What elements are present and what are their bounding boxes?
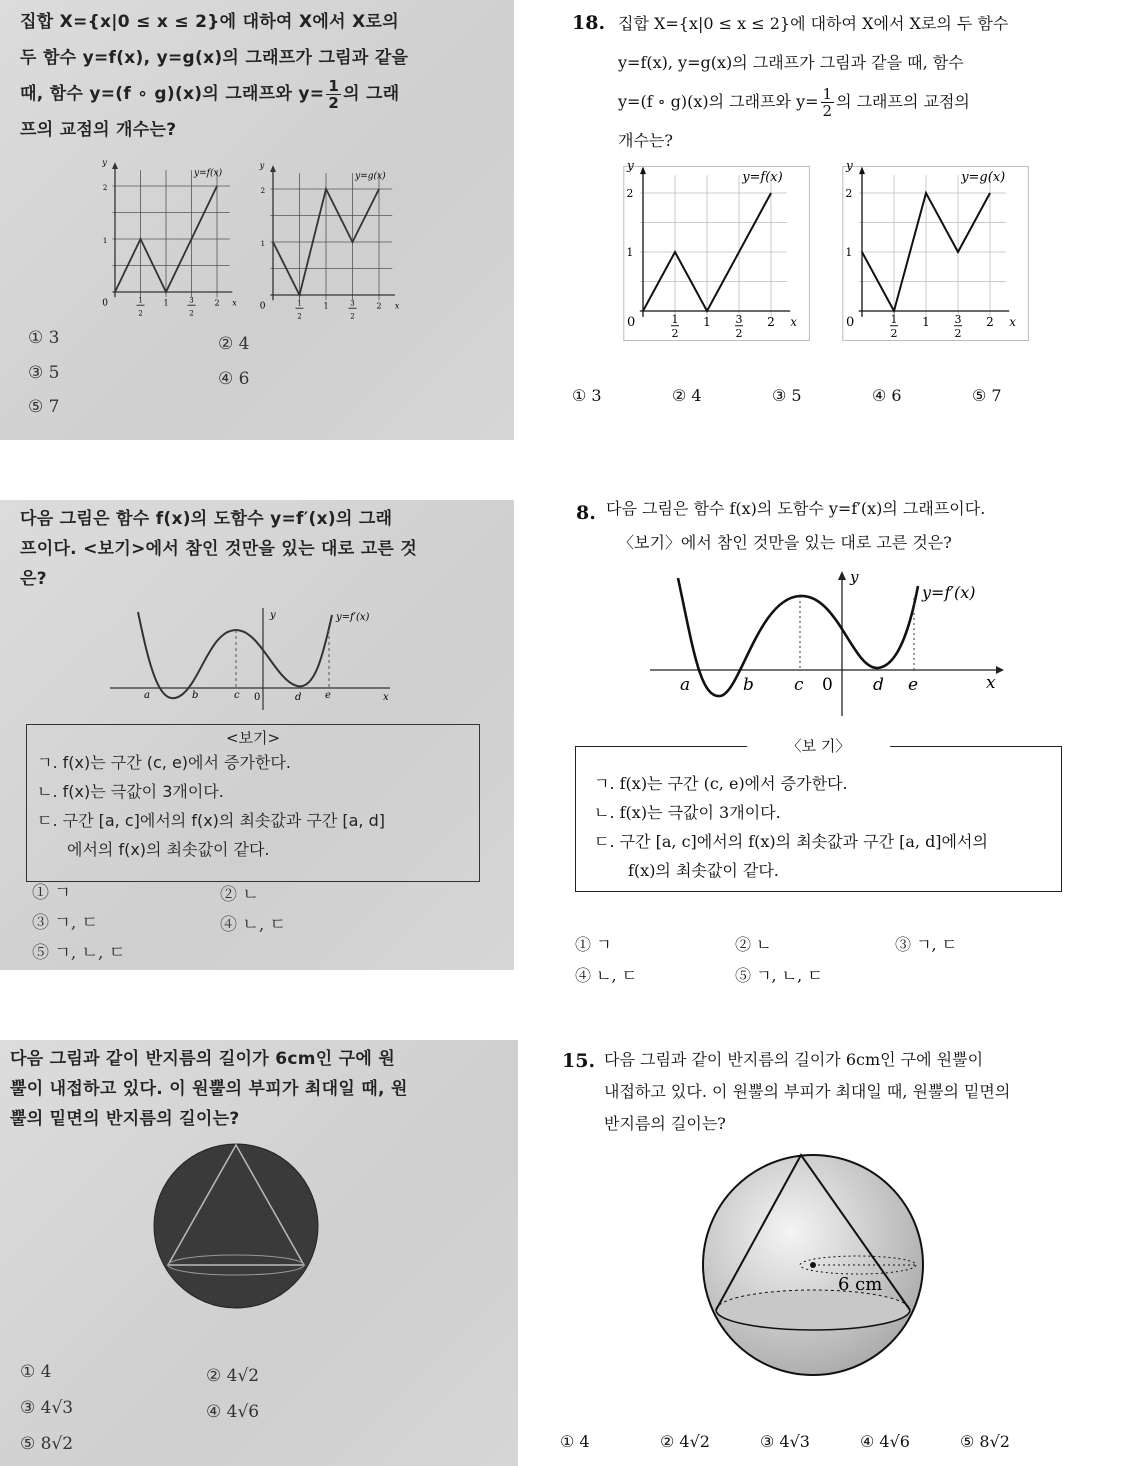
- x-axis-label: x: [394, 301, 400, 311]
- text-line: 개수는?: [618, 131, 673, 150]
- text-part: 의 그래프의 교점의: [836, 92, 970, 111]
- x-tick-denominator: 2: [890, 326, 898, 340]
- x-tick-numerator: 1: [890, 312, 898, 326]
- bogi-title: 〈보 기〉: [747, 735, 891, 756]
- y-tick-2: 2: [260, 187, 266, 195]
- label-y: y: [850, 568, 859, 586]
- choice-4[interactable]: ④ 4√6: [860, 1432, 910, 1451]
- problem-15: [560, 1040, 1100, 1466]
- text-line: 두 함수 y=f(x), y=g(x)의 그래프가 그림과 같을: [20, 48, 409, 68]
- text-line: 집합 X={x|0 ≤ x ≤ 2}에 대하여 X에서 X로의 두 함수: [618, 14, 1009, 33]
- choice-4[interactable]: ④ ㄴ, ㄷ: [220, 915, 287, 935]
- y-arrow-icon: [270, 165, 276, 172]
- sphere-cone-photo: [150, 1140, 322, 1312]
- numerator: 1: [328, 76, 340, 95]
- x-tick-numerator: 3: [189, 296, 194, 305]
- choice-2[interactable]: ② 4√2: [206, 1366, 260, 1386]
- label-x: x: [383, 692, 389, 703]
- choice-1[interactable]: ① 4: [20, 1362, 52, 1382]
- x-tick-denominator: 2: [735, 326, 743, 340]
- problem-text: [606, 492, 985, 560]
- label-e: e: [908, 675, 919, 695]
- function-label: y=f(x): [194, 168, 223, 179]
- y-tick-1: 1: [626, 246, 634, 259]
- choice-1[interactable]: ① ㄱ: [32, 883, 71, 903]
- x-axis-label: x: [1009, 314, 1016, 329]
- bogi-box: [575, 737, 1062, 892]
- label-c: c: [794, 675, 804, 695]
- label-x: x: [986, 673, 996, 693]
- derivative-graph-photo: [100, 600, 400, 715]
- choice-2[interactable]: ② 4: [672, 386, 702, 405]
- x-tick-denominator: 2: [138, 309, 143, 318]
- sphere-cone-diagram: [698, 1150, 928, 1380]
- choice-3[interactable]: ③ 4√3: [20, 1398, 74, 1418]
- y-tick-2: 2: [845, 187, 853, 200]
- choice-5[interactable]: ⑤ 8√2: [20, 1434, 74, 1454]
- graph-frame: [843, 166, 1029, 340]
- label-d: d: [873, 675, 884, 695]
- label-origin: 0: [254, 692, 261, 703]
- problem-text: [0, 1040, 518, 1134]
- choice-2[interactable]: ② 4√2: [660, 1432, 710, 1451]
- choice-2[interactable]: ② ㄴ: [220, 885, 259, 905]
- choice-5[interactable]: ⑤ 7: [28, 397, 60, 417]
- x-tick-denominator: 2: [954, 326, 962, 340]
- x-tick-numerator: 3: [735, 312, 743, 326]
- choice-3[interactable]: ③ 4√3: [760, 1432, 810, 1451]
- text-line: 프이다. <보기>에서 참인 것만을 있는 대로 고른 것: [20, 539, 418, 559]
- x-tick-denominator: 2: [671, 326, 679, 340]
- bogi-item: ㄴ. f(x)는 극값이 3개이다.: [37, 782, 224, 801]
- bogi-item: 에서의 f(x)의 최솟값이 같다.: [67, 840, 270, 859]
- choice-5[interactable]: ⑤ 8√2: [960, 1432, 1010, 1451]
- x-arrow-icon: [996, 666, 1004, 674]
- choice-4[interactable]: ④ 4√6: [206, 1402, 260, 1422]
- denominator: 2: [822, 102, 833, 120]
- center-point: [810, 1262, 816, 1268]
- choice-3[interactable]: ③ 5: [772, 386, 802, 405]
- origin-label: 0: [846, 314, 855, 330]
- choice-4[interactable]: ④ 6: [218, 369, 250, 389]
- x-axis-label: x: [232, 298, 237, 308]
- y-tick-1: 1: [102, 237, 108, 245]
- y-tick-1: 1: [260, 240, 266, 248]
- function-label: y=f(x): [742, 170, 783, 186]
- bogi-item: ㄱ. f(x)는 구간 (c, e)에서 증가한다.: [594, 774, 848, 793]
- problem-number: 18.: [572, 12, 606, 34]
- y-axis-label: y: [846, 158, 853, 173]
- choice-5[interactable]: ⑤ ㄱ, ㄴ, ㄷ: [32, 943, 126, 963]
- function-label: y=g(x): [961, 170, 1006, 186]
- x-tick-denominator: 2: [189, 309, 194, 318]
- x-tick-numerator: 3: [350, 299, 355, 308]
- choice-3[interactable]: ③ ㄱ, ㄷ: [895, 935, 958, 954]
- x-tick-numerator: 1: [671, 312, 679, 326]
- choice-5[interactable]: ⑤ ㄱ, ㄴ, ㄷ: [735, 966, 823, 985]
- bogi-box: [26, 724, 480, 882]
- origin-label: 0: [627, 314, 636, 330]
- choice-1[interactable]: ① 3: [572, 386, 602, 405]
- x-tick-2: 2: [376, 301, 382, 311]
- y-tick-1: 1: [845, 246, 853, 259]
- numerator: 1: [822, 85, 833, 103]
- label-y: y: [270, 610, 276, 621]
- graph-g: [560, 0, 1100, 440]
- choice-5[interactable]: ⑤ 7: [972, 386, 1002, 405]
- bogi-title: <보기>: [225, 729, 281, 747]
- origin-label: 0: [102, 298, 108, 309]
- x-axis-label: x: [790, 314, 797, 329]
- y-axis-label: y: [259, 160, 265, 170]
- text-part: 의 그래: [343, 84, 400, 104]
- x-tick-numerator: 3: [954, 312, 962, 326]
- text-line: 다음 그림은 함수 f(x)의 도함수 y=f′(x)의 그래프이다.: [606, 499, 986, 518]
- label-a: a: [680, 675, 691, 695]
- choice-2[interactable]: ② 4: [218, 334, 250, 354]
- text-line: 다음 그림은 함수 f(x)의 도함수 y=f′(x)의 그래: [20, 509, 393, 529]
- x-tick-numerator: 1: [138, 296, 143, 305]
- text-line: 〈보기〉에서 참인 것만을 있는 대로 고른 것은?: [618, 533, 952, 552]
- text-line: 다음 그림과 같이 반지름의 길이가 6cm인 구에 원: [10, 1049, 396, 1069]
- denominator: 2: [328, 93, 340, 112]
- x-tick-1: 1: [323, 301, 329, 311]
- x-tick-2: 2: [986, 314, 994, 329]
- x-tick-denominator: 2: [297, 312, 302, 321]
- x-tick-1: 1: [922, 314, 930, 329]
- x-tick-1: 1: [703, 314, 711, 329]
- choice-3[interactable]: ③ ㄱ, ㄷ: [32, 913, 99, 933]
- text-line: 프의 교점의 개수는?: [20, 120, 177, 140]
- text-line: y=f(x), y=g(x)의 그래프가 그림과 같을 때, 함수: [618, 53, 964, 72]
- photo-problem-2: [0, 500, 514, 970]
- choice-1[interactable]: ① 3: [28, 328, 60, 348]
- y-arrow-icon: [838, 571, 846, 580]
- label-a: a: [144, 690, 150, 701]
- problem-text: [0, 500, 514, 594]
- choice-4[interactable]: ④ 6: [872, 386, 902, 405]
- photo-problem-1: [0, 0, 514, 440]
- problem-18: [560, 0, 1100, 440]
- sphere: [154, 1144, 318, 1308]
- bogi-item: ㄷ. 구간 [a, c]에서의 f(x)의 최솟값과 구간 [a, d]에서의: [594, 832, 988, 851]
- problem-8: [560, 490, 1100, 990]
- text-line: 내접하고 있다. 이 원뿔의 부피가 최대일 때, 원뿔의 밑면의: [604, 1082, 1011, 1101]
- label-b: b: [192, 690, 199, 701]
- bogi-item: ㄱ. f(x)는 구간 (c, e)에서 증가한다.: [37, 753, 291, 772]
- label-origin: 0: [822, 675, 833, 695]
- problem-number: 8.: [576, 502, 596, 524]
- function-label: y=g(x): [355, 171, 386, 182]
- y-arrow-icon: [859, 166, 865, 174]
- y-axis-label: y: [627, 158, 634, 173]
- text-part: y=(f ∘ g)(x)의 그래프와 y=: [618, 92, 819, 111]
- text-part: 때, 함수 y=(f ∘ g)(x)의 그래프와 y=: [20, 84, 325, 104]
- choice-1[interactable]: ① 4: [560, 1432, 590, 1451]
- y-axis-label: y: [102, 157, 107, 167]
- label-e: e: [325, 690, 331, 701]
- radius-label: 6 cm: [838, 1274, 883, 1295]
- choice-2[interactable]: ② ㄴ: [735, 935, 772, 954]
- x-tick-1: 1: [163, 298, 169, 308]
- bogi-item: f(x)의 최솟값이 같다.: [628, 861, 779, 880]
- problem-number: 15.: [562, 1050, 596, 1072]
- choice-3[interactable]: ③ 5: [28, 363, 60, 383]
- y-tick-2: 2: [102, 184, 108, 192]
- label-b: b: [743, 675, 754, 695]
- choice-4[interactable]: ④ ㄴ, ㄷ: [575, 966, 638, 985]
- text-line: 반지름의 길이는?: [604, 1114, 726, 1133]
- curve-label: y=f′(x): [336, 612, 370, 623]
- graph-g-photo: [0, 0, 514, 440]
- photo-problem-3: [0, 1040, 518, 1466]
- derivative-graph: [648, 568, 1008, 718]
- label-d: d: [295, 692, 302, 703]
- x-tick-numerator: 1: [297, 299, 302, 308]
- text-line: 뿔이 내접하고 있다. 이 원뿔의 부피가 최대일 때, 원: [10, 1079, 408, 1099]
- text-line: 집합 X={x|0 ≤ x ≤ 2}에 대하여 X에서 X로의: [20, 12, 399, 32]
- derivative-curve: [138, 612, 332, 698]
- text-line: 은?: [20, 569, 47, 589]
- label-c: c: [234, 690, 240, 701]
- bogi-item: ㄴ. f(x)는 극값이 3개이다.: [594, 803, 781, 822]
- y-tick-2: 2: [626, 187, 634, 200]
- text-line: 다음 그림과 같이 반지름의 길이가 6cm인 구에 원뿔이: [604, 1050, 984, 1069]
- x-tick-2: 2: [767, 314, 775, 329]
- problem-text: [604, 1044, 1010, 1140]
- choice-1[interactable]: ① ㄱ: [575, 935, 612, 954]
- text-line: 뿔의 밑면의 반지름의 길이는?: [10, 1109, 240, 1129]
- x-tick-denominator: 2: [350, 312, 355, 321]
- x-tick-2: 2: [214, 298, 220, 308]
- bogi-item: ㄷ. 구간 [a, c]에서의 f(x)의 최솟값과 구간 [a, d]: [37, 811, 385, 830]
- origin-label: 0: [259, 301, 266, 312]
- curve-label: y=f′(x): [922, 583, 976, 602]
